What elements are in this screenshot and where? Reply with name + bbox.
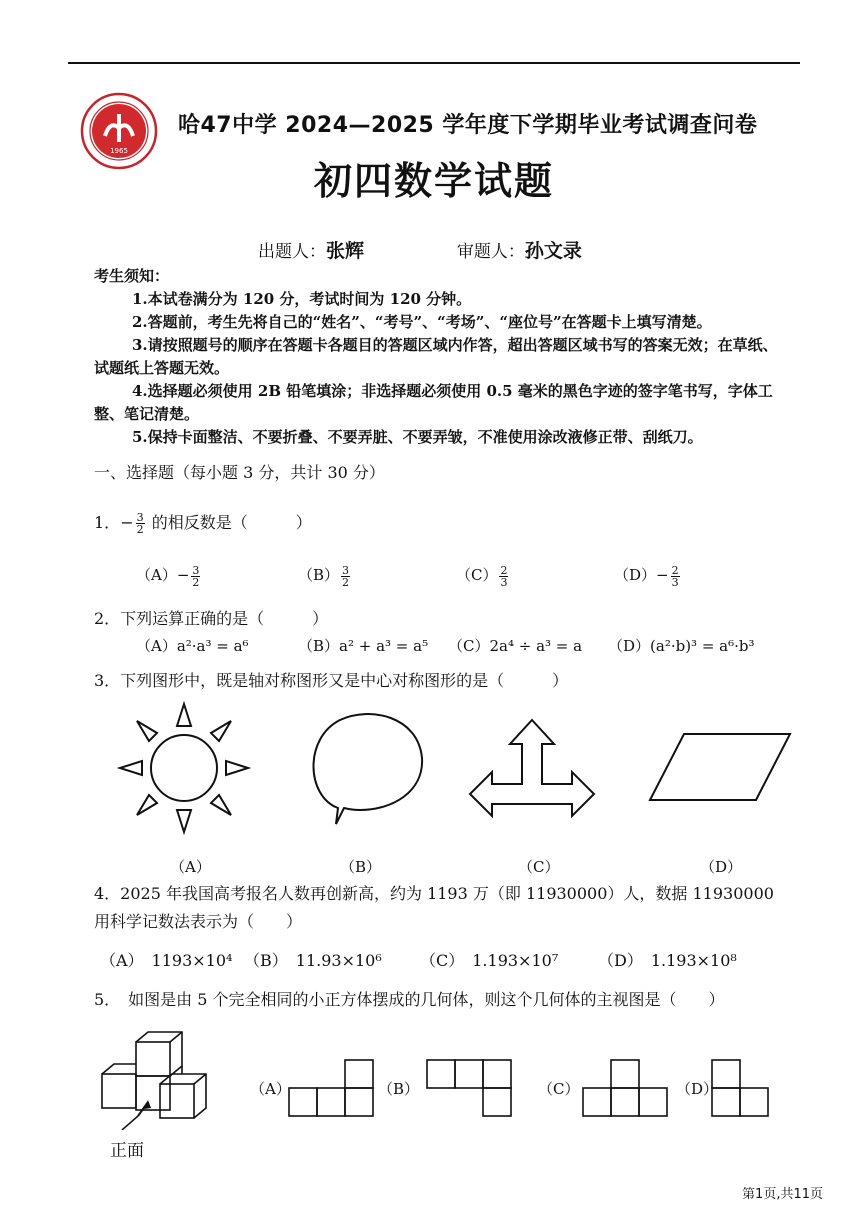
cube-solid-figure — [98, 1030, 224, 1130]
figure-label-c: （C） — [518, 858, 560, 876]
q1-option-d[interactable]: （D）− $\frac{2}{3}$ — [614, 563, 679, 589]
q5-label-d: （D） — [676, 1080, 719, 1098]
q4-option-a[interactable]: （A） 1193×10⁴ — [100, 951, 233, 970]
page-footer: 第1页,共11页 — [742, 1187, 823, 1202]
setter-name: 张辉 — [326, 240, 365, 262]
q5-option-b-view[interactable] — [426, 1058, 516, 1118]
q5-option-a-view[interactable] — [288, 1058, 378, 1118]
question-1 — [94, 510, 312, 535]
notice-item: 1.本试卷满分为 120 分，考试时间为 120 分钟。 — [132, 290, 472, 308]
svg-text:1965: 1965 — [110, 147, 128, 155]
notice-item: 3.请按照题号的顺序在答题卡各题目的答题区域内作答，超出答题区域书写的答案无效；在草纸、试题纸上答题无效。 — [94, 336, 778, 377]
q2-option-a[interactable]: （A）a²·a³ = a⁶ — [136, 637, 249, 655]
speech-bubble-figure[interactable] — [300, 708, 430, 836]
exam-notice — [94, 265, 784, 449]
minus-sign: − — [120, 513, 134, 532]
school-title: 哈47中学 2024—2025 学年度下学期毕业考试调查问卷 — [178, 113, 758, 138]
question-5: 5． 如图是由 5 个完全相同的小正方体摆成的几何体，则这个几何体的主视图是（ ） — [94, 990, 725, 1009]
notice-item: 2.答题前，考生先将自己的“姓名”、“考号”、“考场”、“座位号”在答题卡上填写清楚。 — [132, 313, 712, 331]
paper-title: 初四数学试题 — [313, 159, 554, 203]
section-heading: 一、选择题（每小题 3 分，共计 30 分） — [94, 463, 385, 482]
figure-label-a: （A） — [170, 858, 211, 876]
fraction: $\frac{3}{2}$ — [136, 511, 144, 536]
parallelogram-figure[interactable] — [646, 730, 794, 804]
question-3: 3．下列图形中，既是轴对称图形又是中心对称图形的是（ ） — [94, 671, 569, 690]
setter-label: 出题人： — [258, 242, 326, 262]
notice-item: 4.选择题必须使用 2B 铅笔填涂；非选择题必须使用 0.5 毫米的黑色字迹的签字笔书写，字体工整、笔记清楚。 — [94, 382, 773, 423]
q5-option-c-view[interactable] — [582, 1058, 672, 1118]
question-text: 的相反数是（ ） — [151, 513, 312, 532]
question-2: 2．下列运算正确的是（ ） — [94, 609, 329, 628]
q1-option-a[interactable]: （A）− $\frac{3}{2}$ — [136, 563, 200, 589]
q5-label-a: （A） — [250, 1080, 291, 1098]
q1-option-b[interactable]: （B） $\frac{3}{2}$ — [298, 563, 350, 589]
figure-label-b: （B） — [340, 858, 382, 876]
q4-option-d[interactable]: （D） 1.193×10⁸ — [598, 951, 737, 970]
q4-option-c[interactable]: （C） 1.193×10⁷ — [420, 951, 559, 970]
q5-label-c: （C） — [538, 1080, 580, 1098]
sun-figure[interactable] — [110, 700, 260, 840]
figure-label-d: （D） — [700, 858, 743, 876]
question-number: 1． — [94, 513, 121, 532]
q5-option-d-view[interactable] — [710, 1058, 772, 1118]
reviewer-label: 审题人： — [456, 242, 525, 262]
q2-option-c[interactable]: （C）2a⁴ ÷ a³ = a — [448, 637, 583, 655]
q1-option-c[interactable]: （C） $\frac{2}{3}$ — [456, 563, 508, 589]
q4-option-b[interactable]: （B） 11.93×10⁶ — [244, 951, 382, 970]
reviewer-name: 孙文录 — [524, 240, 582, 262]
q5-label-b: （B） — [378, 1080, 420, 1098]
notice-item: 5.保持卡面整洁、不要折叠、不要弄脏、不要弄皱，不准使用涂改液修正带、刮纸刀。 — [132, 428, 703, 446]
q2-option-b[interactable]: （B）a² + a³ = a⁵ — [298, 637, 429, 655]
notice-title: 考生须知： — [94, 267, 170, 285]
three-arrow-figure[interactable] — [468, 718, 596, 824]
question-4: 4．2025 年我国高考报名人数再创新高，约为 1193 万（即 11930000）人，数据 11930000 用科学记数法表示为（ ） — [94, 884, 774, 931]
q2-option-d[interactable]: （D）(a²·b)³ = a⁶·b³ — [608, 637, 755, 655]
front-label: 正面 — [110, 1141, 144, 1161]
author-line — [258, 236, 582, 263]
top-rule — [68, 62, 800, 64]
